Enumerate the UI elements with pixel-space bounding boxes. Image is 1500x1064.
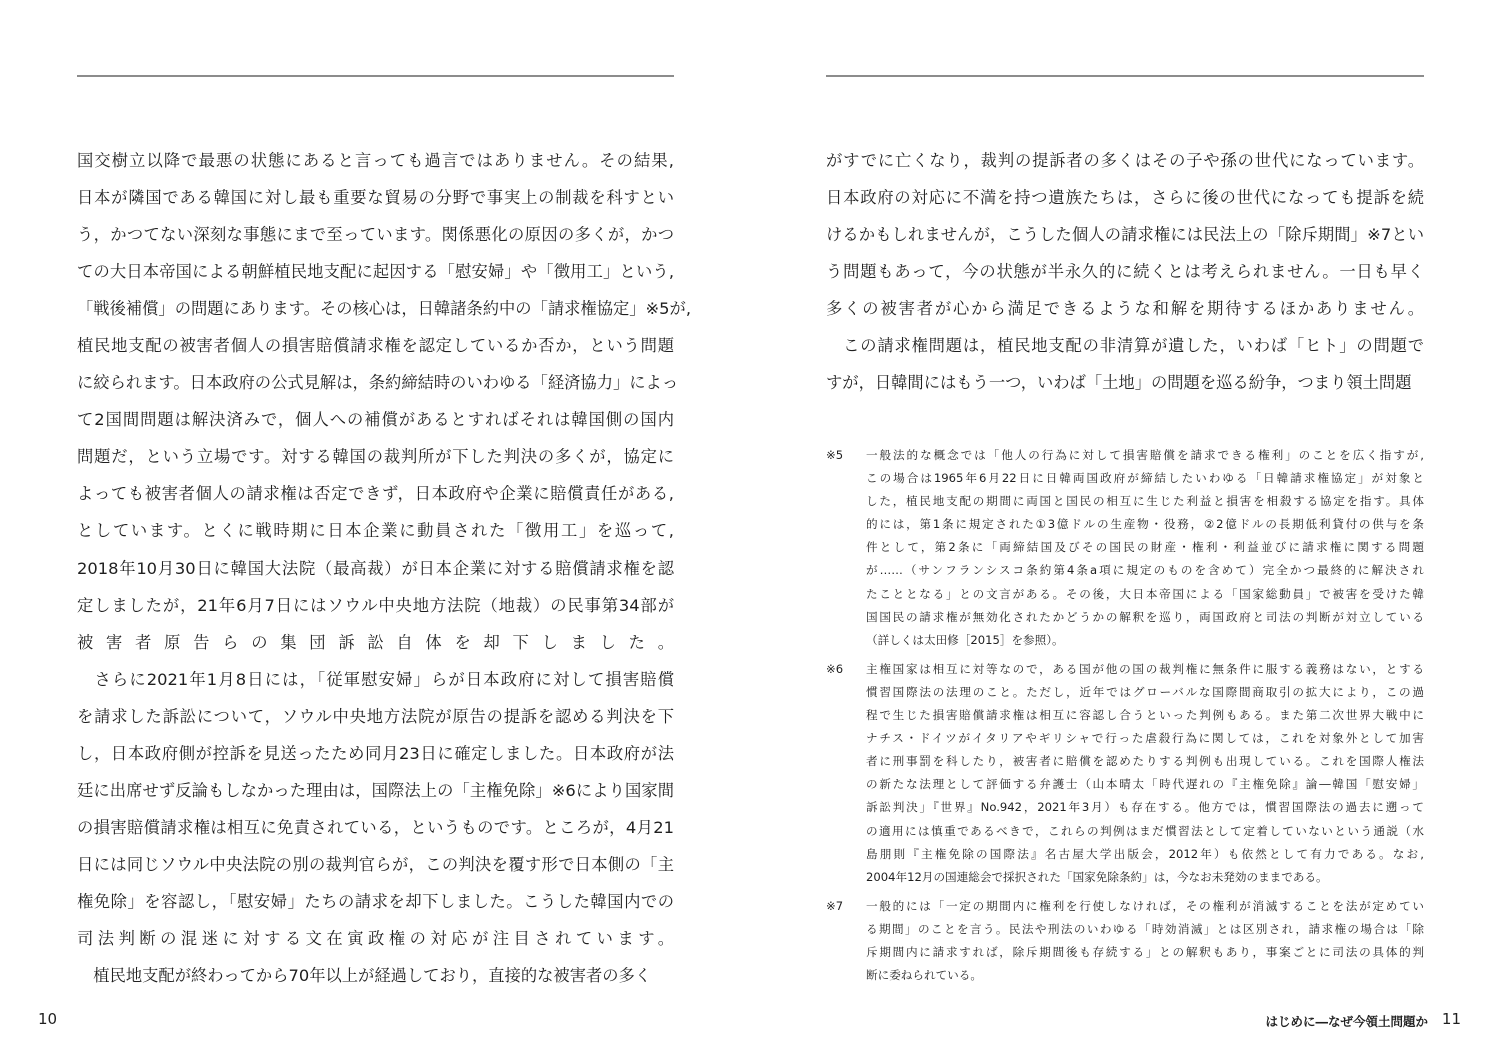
text-line: 多くの被害者が心から満足できるような和解を期待するほかありません。: [826, 299, 1424, 319]
text-line: すが，日韓間にはもう一つ，いわば「土地」の問題を巡る紛争，つまり領土問題: [826, 373, 1412, 393]
footnote-line: 訴訟判決」『世界』No.942，2021年3月）も存在する。他方では，慣習国際法の過去に遡って: [866, 800, 1424, 815]
text-line: 「戦後補償」の問題にあります。その核心は，日韓諸条約中の「請求権協定」※5が,: [77, 299, 692, 319]
footnote-line: 主権国家は相互に対等なので，ある国が他の国の裁判権に無条件に服する義務はない，とする: [866, 661, 1424, 676]
text-line: を請求した訴訟について，ソウル中央地方法院が原告の提訴を認める判決を下: [77, 706, 674, 726]
footnote-body: [866, 444, 1424, 652]
footnotes: [826, 444, 1424, 993]
text-line: けるかもしれませんが，こうした個人の請求権には民法上の「除斥期間」※7とい: [826, 225, 1424, 245]
page-number-right: 11: [1441, 1010, 1461, 1028]
footnote: [826, 658, 1424, 889]
text-line: 植民地支配の被害者個人の損害賠償請求権を認定しているか否か，という問題: [77, 336, 674, 356]
text-line: この請求権問題は，植民地支配の非清算が遺した，いわば「ヒト」の問題で: [826, 336, 1424, 356]
text-line: 日本が隣国である韓国に対し最も重要な貿易の分野で事実上の制裁を科すとい: [77, 188, 674, 208]
footnote-line: の適用には慎重であるべきで，これらの判例はまだ慣習法として定着していないという通説（水: [866, 823, 1424, 838]
text-line: に絞られます。日本政府の公式見解は，条約締結時のいわゆる「経済協力」によっ: [77, 373, 679, 393]
text-line: 2018年10月30日に韓国大法院（最高裁）が日本企業に対する賠償請求権を認: [77, 558, 674, 578]
footnote: [826, 895, 1424, 987]
text-line: う，かつてない深刻な事態にまで至っています。関係悪化の原因の多くが，かつ: [77, 225, 674, 245]
text-line: 日には同じソウル中央法院の別の裁判官らが，この判決を覆す形で日本側の「主: [77, 854, 674, 874]
footnote-line: 程で生じた損害賠償請求権は相互に容認し合うといった判例もある。また第二次世界大戦中に: [866, 708, 1424, 723]
footnote-line: 断に委ねられている。: [866, 968, 982, 983]
right-body-text: [826, 142, 1424, 401]
text-line: 国交樹立以降で最悪の状態にあると言っても過言ではありません。その結果,: [77, 151, 674, 170]
footnote-line: この場合は1965年6月22日に日韓両国政府が締結したいわゆる「日韓請求権協定」が対象と: [866, 471, 1424, 486]
footnote-body: [866, 895, 1424, 987]
footnote-line: 島朋則『主権免除の国際法』名古屋大学出版会，2012年）も依然として有力である。なお,: [866, 846, 1424, 861]
footnote-line: 斥期間内に請求すれば，除斥期間後も存続する」との解釈もあり，事案ごとに司法の具体的判: [866, 944, 1424, 959]
text-line: よっても被害者個人の請求権は否定できず，日本政府や企業に賠償責任がある,: [77, 484, 674, 504]
text-line: 被害者原告らの集団訴訟自体を却下しました。: [77, 632, 674, 652]
footnote-line: たこととなる」との文言がある。その後，大日本帝国による「国家総動員」で被害を受けた韓: [866, 586, 1424, 601]
text-line: 定しましたが，21年6月7日にはソウル中央地方法院（地裁）の民事第34部が: [77, 595, 674, 615]
footnote-line: が……（サンフランシスコ条約第4条a項に規定のものを含めて）完全かつ最終的に解決され: [866, 563, 1424, 578]
text-line: 廷に出席せず反論もしなかった理由は，国際法上の「主権免除」※6により国家間: [77, 780, 674, 800]
text-line: て2国間問題は解決済みで，個人への補償があるとすればそれは韓国側の国内: [77, 410, 674, 430]
footnote-line: 件として，第2条に「両締結国及びその国民の財産・権利・利益並びに請求権に関する問題: [866, 540, 1424, 555]
text-line: 権免除」を容認し，「慰安婦」たちの請求を却下しました。こうした韓国内での: [77, 891, 674, 911]
text-line: ての大日本帝国による朝鮮植民地支配に起因する「慰安婦」や「徴用工」という,: [77, 262, 674, 282]
footnote-mark: ※5: [826, 448, 844, 462]
text-line: 日本政府の対応に不満を持つ遺族たちは，さらに後の世代になっても提訴を続: [826, 188, 1424, 208]
footnote-line: 国国民の請求権が無効化されたかどうかの解釈を巡り，両国政府と司法の判断が対立している: [866, 609, 1424, 624]
text-line: し，日本政府側が控訴を見送ったため同月23日に確定しました。日本政府が法: [77, 743, 674, 763]
text-line: 問題だ，という立場です。対する韓国の裁判所が下した判決の多くが，協定に: [77, 447, 674, 467]
footnote-line: 的には，第1条に規定された①3億ドルの生産物・役務，②2億ドルの長期低利貸付の供与を条: [866, 517, 1424, 532]
text-line: 植民地支配が終わってから70年以上が経過しており，直接的な被害者の多く: [77, 966, 652, 986]
footnote-line: の新たな法理として評価する弁護士（山本晴太「時代遅れの『主権免除』論―韓国「慰安婦」: [866, 777, 1424, 792]
footnote-body: [866, 658, 1424, 889]
left-body-text: [77, 142, 692, 994]
text-line: 司法判断の混迷に対する文在寅政権の対応が注目されています。: [77, 928, 674, 948]
footnote-line: る期間」のことを言う。民法や刑法のいわゆる「時効消滅」とは区別され，請求権の場合は「除: [866, 921, 1424, 936]
page-number-left: 10: [38, 1010, 58, 1028]
footnote-line: （詳しくは太田修［2015］を参照）。: [866, 632, 1064, 647]
footnote: [826, 444, 1424, 652]
footnote-line: した，植民地支配の期間に両国と国民の相互に生じた利益と損害を相殺する協定を指す。具体: [866, 494, 1424, 509]
text-line: さらに2021年1月8日には，「従軍慰安婦」らが日本政府に対して損害賠償: [77, 669, 674, 689]
text-line: う問題もあって，今の状態が半永久的に続くとは考えられません。一日も早く: [826, 262, 1424, 282]
footnote-line: 一般法的な概念では「他人の行為に対して損害賠償を請求できる権利」のことを広く指すが,: [866, 448, 1424, 462]
footnote-mark: ※7: [826, 898, 844, 913]
footnote-line: ナチス・ドイツがイタリアやギリシャで行った虐殺行為に関しては，これを対象外として加害: [866, 731, 1424, 746]
text-line: としています。とくに戦時期に日本企業に動員された「徴用工」を巡って,: [77, 521, 674, 541]
running-head: はじめに―なぜ今領土問題か: [1265, 1014, 1428, 1029]
text-line: の損害賠償請求権は相互に免責されている，というものです。ところが，4月21: [77, 817, 674, 837]
top-rule-left: [77, 75, 674, 77]
top-rule-right: [826, 75, 1424, 77]
footnote-mark: ※6: [826, 661, 844, 676]
footnote-line: 慣習国際法の法理のこと。ただし，近年ではグローバルな国際間商取引の拡大により，この過: [866, 684, 1424, 699]
footnote-line: 一般的には「一定の期間内に権利を行使しなければ，その権利が消滅することを法が定めてい: [866, 898, 1424, 913]
footnote-line: 2004年12月の国連総会で採択された「国家免除条約」は，今なお未発効のままである。: [866, 869, 1328, 884]
footnote-line: 者に刑事罰を科したり，被害者に賠償を認めたりする判例も出現している。これを国際人権法: [866, 754, 1424, 769]
text-line: がすでに亡くなり，裁判の提訴者の多くはその子や孫の世代になっています。: [826, 151, 1424, 170]
